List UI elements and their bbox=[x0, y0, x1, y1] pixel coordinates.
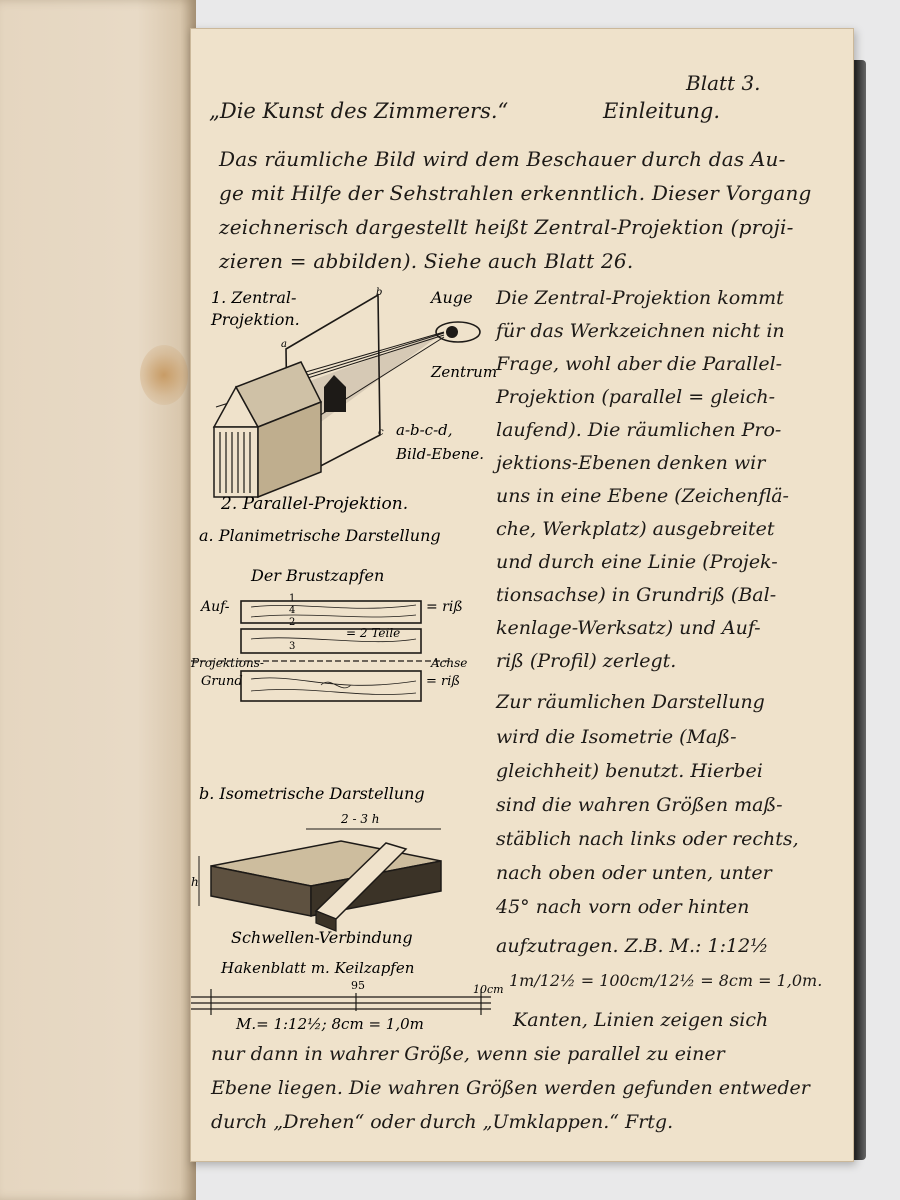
corner-c: c bbox=[378, 427, 384, 438]
dim-side: h bbox=[191, 875, 199, 889]
body-line: Frage, wohl aber die Parallel- bbox=[496, 353, 783, 375]
body-line: und durch eine Linie (Projek- bbox=[496, 551, 778, 573]
fig-subtitle: a. Planimetrische Darstellung bbox=[199, 526, 441, 545]
eye-pupil-icon bbox=[446, 326, 458, 338]
body-line: riß (Profil) zerlegt. bbox=[496, 650, 677, 672]
fig-caption: Schwellen-Verbindung bbox=[231, 928, 413, 947]
fig-title: 1. Zentral- bbox=[211, 288, 297, 307]
intro-line: zeichnerisch dargestellt heißt Zentral-Projektion (proji- bbox=[219, 215, 794, 239]
grund-left-label: Grund bbox=[201, 674, 243, 689]
wood-grain bbox=[251, 678, 416, 695]
scale-legend: M.= 1:12½; 8cm = 1,0m bbox=[236, 1015, 424, 1033]
scale-unit: 10cm bbox=[473, 983, 504, 996]
body-line: sind die wahren Größen maß- bbox=[496, 794, 783, 816]
isometric-figure bbox=[191, 781, 491, 961]
lower-beam bbox=[241, 671, 421, 701]
parts-label: = 2 Teile bbox=[346, 626, 401, 640]
bottom-line: durch „Drehen“ oder durch „Umklappen.“ Frtg. bbox=[211, 1111, 674, 1133]
body-line: jektions-Ebenen denken wir bbox=[496, 452, 766, 474]
body-line: kenlage-Werksatz) und Auf- bbox=[496, 617, 761, 639]
body-line: Zur räumlichen Darstellung bbox=[496, 691, 765, 713]
bottom-line: Ebene liegen. Die wahren Größen werden gefunden entweder bbox=[211, 1077, 810, 1099]
aufriss-right-label: = riß bbox=[426, 599, 463, 615]
body-line: laufend). Die räumlichen Pro- bbox=[496, 419, 782, 441]
body-line: 45° nach vorn oder hinten bbox=[496, 896, 750, 918]
book-title: „Die Kunst des Zimmerers.“ bbox=[209, 99, 509, 123]
parallel-projection-figure bbox=[191, 489, 491, 704]
dim-3: 3 bbox=[289, 641, 296, 652]
paper-stain bbox=[140, 345, 188, 405]
intro-line: zieren = abbilden). Siehe auch Blatt 26. bbox=[219, 249, 634, 273]
section-title: Einleitung. bbox=[603, 99, 721, 123]
dim-2: 2 bbox=[289, 617, 296, 628]
axis-right-label: Achse bbox=[431, 656, 468, 670]
body-line: stäblich nach links oder rechts, bbox=[496, 828, 799, 850]
plane-label: a-b-c-d, bbox=[396, 421, 453, 439]
body-line: wird die Isometrie (Maß- bbox=[496, 726, 737, 748]
scale-mark: 95 bbox=[351, 979, 365, 992]
body-line: für das Werkzeichnen nicht in bbox=[496, 320, 785, 342]
upper-beam bbox=[241, 601, 421, 623]
fig-title: b. Isometrische Darstellung bbox=[199, 784, 425, 803]
intro-line: Das räumliche Bild wird dem Beschauer durch das Au- bbox=[219, 147, 786, 171]
joint-name: Der Brustzapfen bbox=[251, 566, 385, 585]
plane-label: Bild-Ebene. bbox=[396, 445, 485, 463]
fig-title: Projektion. bbox=[211, 310, 300, 329]
center-label: Zentrum bbox=[431, 363, 498, 381]
block-front bbox=[214, 427, 258, 497]
bottom-line: nur dann in wahrer Größe, wenn sie parallel zu einer bbox=[211, 1043, 725, 1065]
grund-right-label: = riß bbox=[426, 674, 461, 689]
manuscript-page bbox=[190, 28, 854, 1162]
intro-line: ge mit Hilfe der Sehstrahlen erkenntlich. Dieser Vorgang bbox=[219, 181, 812, 205]
bottom-line: Kanten, Linien zeigen sich bbox=[513, 1009, 769, 1031]
body-line: nach oben oder unten, unter bbox=[496, 862, 772, 884]
scale-title: Hakenblatt m. Keilzapfen bbox=[221, 959, 415, 977]
body-line: uns in eine Ebene (Zeichenflä- bbox=[496, 485, 789, 507]
dim-top: 2 - 3 h bbox=[341, 812, 380, 826]
central-projection-figure bbox=[206, 287, 496, 497]
left-page bbox=[0, 0, 196, 1200]
corner-b: b bbox=[376, 287, 383, 298]
body-line: che, Werkplatz) ausgebreitet bbox=[496, 518, 775, 540]
body-line: Projektion (parallel = gleich- bbox=[496, 386, 776, 408]
eye-label: Auge bbox=[431, 288, 473, 307]
body-line: Die Zentral-Projektion kommt bbox=[496, 287, 784, 309]
body-line: tionsachse) in Grundriß (Bal- bbox=[496, 584, 777, 606]
body-line: gleichheit) benutzt. Hierbei bbox=[496, 760, 763, 782]
dim-1: 1 bbox=[289, 593, 296, 604]
fig-title: 2. Parallel-Projektion. bbox=[221, 494, 409, 514]
aufriss-left-label: Auf- bbox=[201, 599, 230, 615]
body-line: aufzutragen. Z.B. M.: 1:12½ bbox=[496, 935, 769, 957]
axis-left-label: Projektions- bbox=[191, 656, 264, 670]
scale-formula: 1m/12½ = 100cm/12½ = 8cm = 1,0m. bbox=[509, 971, 823, 990]
scale-figure bbox=[191, 959, 511, 1069]
corner-a: a bbox=[281, 339, 287, 350]
scale-ticks bbox=[211, 989, 481, 1015]
sheet-number: Blatt 3. bbox=[686, 71, 761, 95]
dim-4: 4 bbox=[289, 605, 296, 616]
